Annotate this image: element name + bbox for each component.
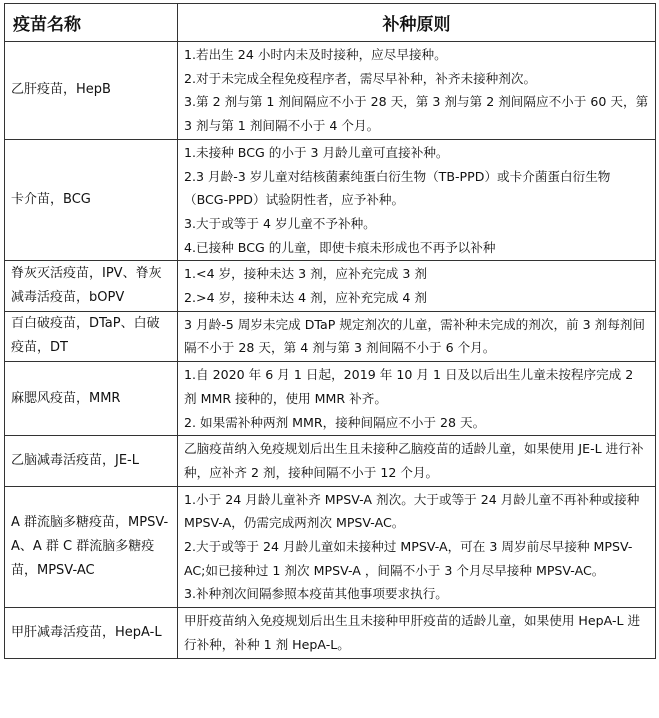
rule-line: 甲肝疫苗纳入免疫规划后出生且未接种甲肝疫苗的适龄儿童，如果使用 HepA-L 进行补种，补种 1 剂 HepA-L。: [184, 613, 641, 652]
rule-line: 3.第 2 剂与第 1 剂间隔应不小于 28 天，第 3 剂与第 2 剂间隔应不小于 60 天，第 3 剂与第 1 剂间隔不小于 4 个月。: [184, 94, 649, 134]
rule-line: 1.若出生 24 小时内未及时接种，应尽早接种。: [184, 47, 447, 62]
rule-line: 3 月龄-5 周岁未完成 DTaP 规定剂次的儿童，需补种未完成的剂次，前 3 剂每剂间隔不小于 28 天，第 4 剂与第 3 剂间隔不小于 6 个月。: [184, 316, 646, 356]
vaccine-name-cell: A 群流脑多糖疫苗，MPSV-A、A 群 C 群流脑多糖疫 苗，MPSV-AC: [5, 486, 178, 608]
catch-up-rule-cell: [178, 261, 656, 311]
rule-line: 1.<4 岁，接种未达 3 剂，应补充完成 3 剂: [184, 266, 427, 282]
vaccine-catch-up-table: [4, 3, 656, 659]
vaccine-name-cell: 甲肝减毒活疫苗，HepA-L: [5, 608, 178, 658]
rule-line: 2. 如果需补种两剂 MMR，接种间隔应不小于 28 天。: [184, 414, 486, 430]
catch-up-rule-cell: [178, 608, 656, 658]
catch-up-rule-cell: [178, 311, 656, 361]
vaccine-name-cell: 乙脑减毒活疫苗，JE-L: [5, 436, 178, 486]
rule-line: 2.大于或等于 24 月龄儿童如未接种过 MPSV-A，可在 3 周岁前尽早接种 MPSV-AC;如已接种过 1 剂次 MPSV-A ，间隔不小于 3 个月尽早接种 MPSV-AC。: [184, 539, 633, 578]
rule-line: 4.已接种 BCG 的儿童，即使卡痕未形成也不再予以补种: [184, 239, 496, 255]
vaccine-catch-up-table-container: [4, 3, 655, 659]
vaccine-name-cell: 百白破疫苗，DTaP、白破疫苗，DT: [5, 311, 178, 361]
rule-line: 1.自 2020 年 6 月 1 日起，2019 年 10 月 1 日及以后出生儿童未按程序完成 2 剂 MMR 接种的，使用 MMR 补齐。: [184, 367, 634, 406]
table-row: [5, 139, 656, 261]
catch-up-rule-cell: [178, 486, 656, 608]
table-row: [5, 436, 656, 486]
table-row: [5, 311, 656, 361]
catch-up-rule-cell: [178, 139, 656, 261]
vaccine-name-cell: 脊灰灭活疫苗，IPV、脊灰减毒活疫苗，bOPV: [5, 261, 178, 311]
rule-line: 1.小于 24 月龄儿童补齐 MPSV-A 剂次。大于或等于 24 月龄儿童不再补种或接种 MPSV-A，仍需完成两剂次 MPSV-AC。: [184, 491, 640, 531]
rule-line: 2.>4 岁，接种未达 4 剂，应补充完成 4 剂: [184, 290, 427, 306]
rule-line: 2.3 月龄-3 岁儿童对结核菌素纯蛋白衍生物（TB-PPD）或卡介菌蛋白衍生物（BCG-PPD）试验阴性者，应予补种。: [184, 168, 611, 208]
table-header-row: [5, 4, 656, 42]
vaccine-name-cell: 麻腮风疫苗，MMR: [5, 362, 178, 436]
rule-line: 乙脑疫苗纳入免疫规划后出生且未接种乙脑疫苗的适龄儿童，如果使用 JE-L 进行补种，应补齐 2 剂，接种间隔不小于 12 个月。: [184, 441, 644, 480]
table-row: [5, 486, 656, 608]
header-vaccine-name: 疫苗名称: [5, 4, 178, 42]
catch-up-rule-cell: [178, 436, 656, 486]
rule-line: 3.大于或等于 4 岁儿童不予补种。: [184, 215, 376, 231]
rule-line: 3.补种剂次间隔参照本疫苗其他事项要求执行。: [184, 586, 448, 602]
catch-up-rule-cell: [178, 362, 656, 436]
header-catch-up-rule: 补种原则: [178, 4, 656, 42]
table-row: [5, 42, 656, 140]
table-row: [5, 362, 656, 436]
table-row: [5, 608, 656, 658]
table-row: [5, 261, 656, 311]
vaccine-name-cell: 卡介苗，BCG: [5, 139, 178, 261]
rule-line: 1.未接种 BCG 的小于 3 月龄儿童可直接补种。: [184, 144, 449, 160]
vaccine-name-cell: 乙肝疫苗，HepB: [5, 42, 178, 140]
catch-up-rule-cell: [178, 42, 656, 140]
rule-line: 2.对于未完成全程免疫程序者，需尽早补种，补齐未接种剂次。: [184, 70, 537, 86]
